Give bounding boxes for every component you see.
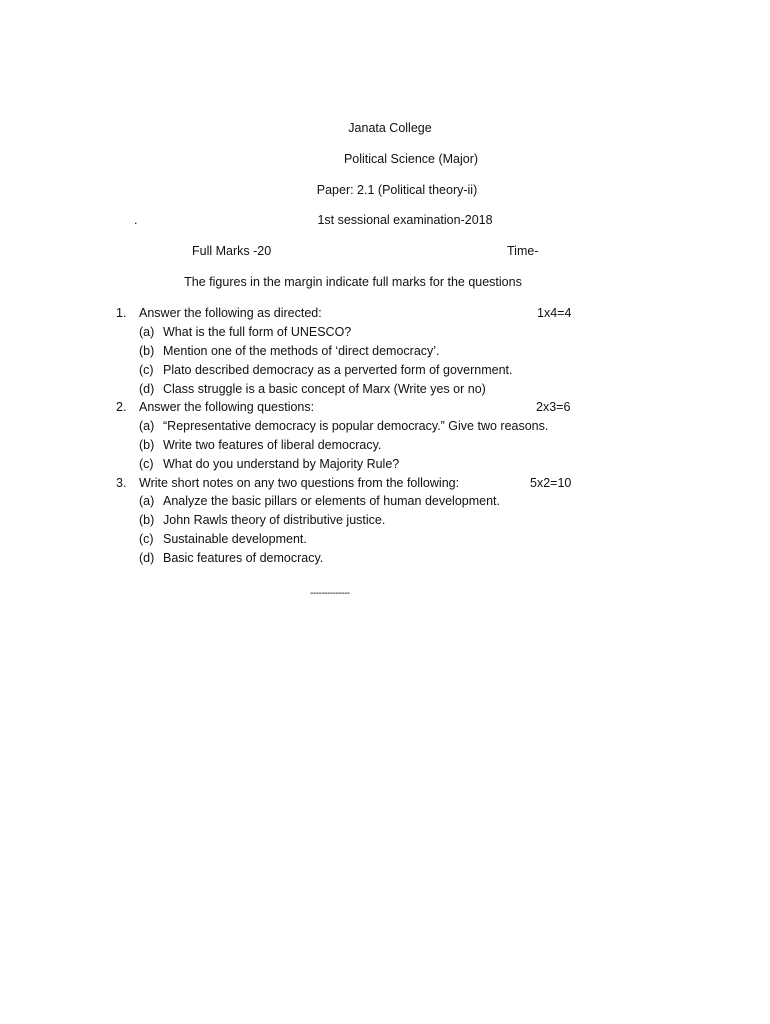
- sub-question-text: Class struggle is a basic concept of Marx (Write yes or no): [163, 382, 486, 396]
- sub-question-text: Analyze the basic pillars or elements of human development.: [163, 494, 500, 508]
- sub-question-text: “Representative democracy is popular democracy.” Give two reasons.: [163, 419, 549, 433]
- sub-label: (b): [139, 513, 155, 527]
- instruction-line: The figures in the margin indicate full marks for the questions: [184, 275, 522, 289]
- question-marks: 2x3=6: [536, 400, 571, 414]
- question-number: 1.: [116, 306, 127, 320]
- exam-title: 1st sessional examination-2018: [317, 213, 493, 227]
- sub-question-text: John Rawls theory of distributive justice.: [163, 513, 386, 527]
- sub-label: (a): [139, 419, 155, 433]
- sub-label: (d): [139, 382, 155, 396]
- sub-label: (a): [139, 494, 155, 508]
- question-marks: 1x4=4: [537, 306, 572, 320]
- sub-question-text: Plato described democracy as a perverted form of government.: [163, 363, 513, 377]
- full-marks: Full Marks -20: [192, 244, 272, 258]
- college-name: Janata College: [348, 121, 432, 135]
- time-label: Time-: [507, 244, 539, 258]
- sub-label: (c): [139, 457, 154, 471]
- sub-label: (c): [139, 532, 154, 546]
- question-marks: 5x2=10: [530, 476, 572, 490]
- question-text: Answer the following as directed:: [139, 306, 322, 320]
- question-number: 3.: [116, 476, 127, 490]
- sub-question-text: Sustainable development.: [163, 532, 307, 546]
- stray-dot: .: [134, 213, 138, 227]
- sub-label: (b): [139, 438, 155, 452]
- subject-title: Political Science (Major): [343, 152, 479, 166]
- sub-question-text: What do you understand by Majority Rule?: [163, 457, 400, 471]
- paper-title: Paper: 2.1 (Political theory-ii): [316, 183, 478, 197]
- sub-label: (b): [139, 344, 155, 358]
- sub-label: (c): [139, 363, 154, 377]
- sub-label: (d): [139, 551, 155, 565]
- sub-label: (a): [139, 325, 155, 339]
- sub-question-text: Write two features of liberal democracy.: [163, 438, 382, 452]
- end-separator: --------------: [310, 588, 350, 599]
- question-text: Write short notes on any two questions from the following:: [139, 476, 460, 490]
- question-number: 2.: [116, 400, 127, 414]
- question-text: Answer the following questions:: [139, 400, 315, 414]
- sub-question-text: What is the full form of UNESCO?: [163, 325, 352, 339]
- sub-question-text: Mention one of the methods of ‘direct democracy’.: [163, 344, 440, 358]
- sub-question-text: Basic features of democracy.: [163, 551, 324, 565]
